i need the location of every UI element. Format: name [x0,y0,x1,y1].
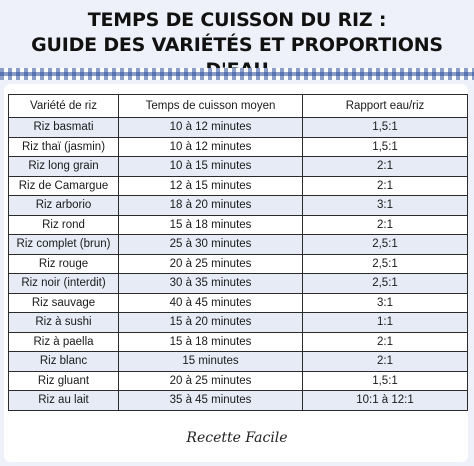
cell-water-ratio: 2,5:1 [303,235,468,255]
table-row [9,157,468,177]
recette-facile-logo: Recette Facile [186,430,288,446]
table-row [9,391,468,411]
cell-variety: Riz gluant [9,371,119,391]
header-variety: Variété de riz [9,95,119,118]
table-row [9,254,468,274]
cell-cooking-time: 35 à 45 minutes [119,391,303,411]
cell-variety: Riz arborio [9,196,119,216]
cell-cooking-time: 30 à 35 minutes [119,274,303,294]
cell-water-ratio: 1,5:1 [303,118,468,138]
table-row [9,293,468,313]
cell-variety: Riz noir (interdit) [9,274,119,294]
cell-cooking-time: 10 à 12 minutes [119,137,303,157]
table-row [9,274,468,294]
cell-cooking-time: 10 à 12 minutes [119,118,303,138]
cell-water-ratio: 2,5:1 [303,254,468,274]
cell-variety: Riz long grain [9,157,119,177]
table-row [9,196,468,216]
table-row [9,137,468,157]
cell-water-ratio: 2:1 [303,157,468,177]
cell-variety: Riz de Camargue [9,176,119,196]
table-row [9,235,468,255]
header-cooking-time: Temps de cuisson moyen [119,95,303,118]
cell-cooking-time: 15 minutes [119,352,303,372]
table-row [9,352,468,372]
cell-variety: Riz blanc [9,352,119,372]
cell-variety: Riz à sushi [9,313,119,333]
table-row [9,313,468,333]
cell-water-ratio: 2,5:1 [303,274,468,294]
cell-water-ratio: 2:1 [303,176,468,196]
cell-water-ratio: 1:1 [303,313,468,333]
cell-variety: Riz à paella [9,332,119,352]
cell-cooking-time: 18 à 20 minutes [119,196,303,216]
cell-variety: Riz rond [9,215,119,235]
table-row [9,332,468,352]
title-line-2: GUIDE DES VARIÉTÉS ET PROPORTIONS [31,34,443,56]
table-row [9,215,468,235]
table-row [9,371,468,391]
cell-cooking-time: 40 à 45 minutes [119,293,303,313]
cell-cooking-time: 20 à 25 minutes [119,371,303,391]
cell-cooking-time: 10 à 15 minutes [119,157,303,177]
rice-cooking-table [8,94,468,411]
table-row [9,118,468,138]
cell-variety: Riz thaï (jasmin) [9,137,119,157]
cell-variety: Riz rouge [9,254,119,274]
gingham-border [0,68,474,80]
cell-cooking-time: 15 à 20 minutes [119,313,303,333]
header-water-ratio: Rapport eau/riz [303,95,468,118]
cell-water-ratio: 3:1 [303,293,468,313]
cell-water-ratio: 1,5:1 [303,137,468,157]
cell-water-ratio: 10:1 à 12:1 [303,391,468,411]
cell-variety: Riz au lait [9,391,119,411]
cell-variety: Riz sauvage [9,293,119,313]
table-header-row [9,95,468,118]
cell-water-ratio: 1,5:1 [303,371,468,391]
cell-variety: Riz complet (brun) [9,235,119,255]
cell-cooking-time: 20 à 25 minutes [119,254,303,274]
cell-cooking-time: 25 à 30 minutes [119,235,303,255]
cell-water-ratio: 2:1 [303,352,468,372]
cell-water-ratio: 2:1 [303,215,468,235]
table-row [9,176,468,196]
cell-cooking-time: 12 à 15 minutes [119,176,303,196]
cell-cooking-time: 15 à 18 minutes [119,215,303,235]
cell-water-ratio: 3:1 [303,196,468,216]
cell-cooking-time: 15 à 18 minutes [119,332,303,352]
cell-water-ratio: 2:1 [303,332,468,352]
title-line-1: TEMPS DE CUISSON DU RIZ : [87,9,387,31]
cell-variety: Riz basmati [9,118,119,138]
